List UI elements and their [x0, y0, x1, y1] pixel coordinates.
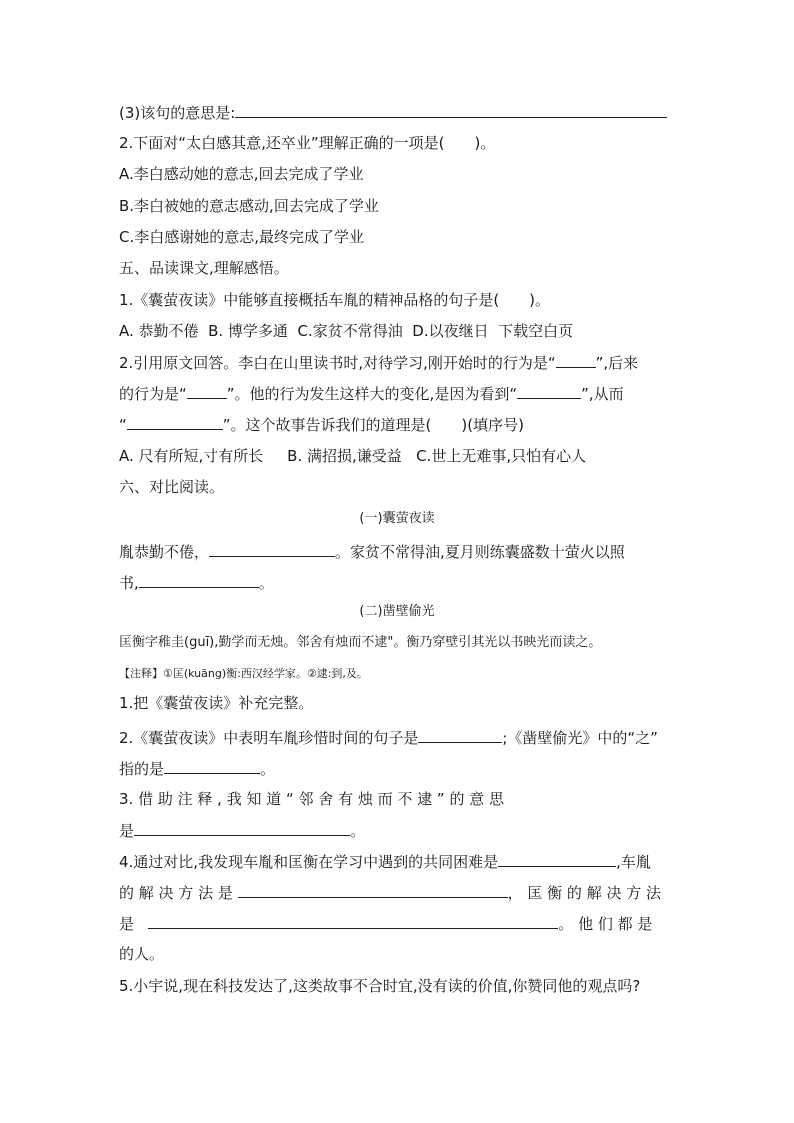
- passage2-text: 匡衡字稚圭(guī),勤学而无烛。邻舍有烛而不逮"。衡乃穿壁引其光以书映光而读之。: [119, 635, 602, 650]
- s6-q2-text-4: 。: [260, 760, 276, 778]
- q2-option-c: C.李白感谢她的意志,最终完成了学业: [119, 228, 365, 246]
- passage1-text-b: 。家贫不常得油,夏月则练囊盛数十萤火以照: [335, 543, 625, 561]
- passage1-text-a: 胤恭勤不倦，: [119, 543, 210, 561]
- answer-blank[interactable]: [238, 882, 508, 898]
- passage1-text-c: 书,: [119, 574, 139, 592]
- q3-meaning-label: (3)该句的意思是:: [119, 104, 236, 122]
- passage1-text-d: 。: [258, 574, 274, 592]
- s5-q2-line2: [119, 383, 624, 404]
- q2-option-b: B.李白被她的意志感动,回去完成了学业: [119, 197, 379, 215]
- s5-q2-text-1: 2.引用原文回答。李白在山里读书时,对待学习,刚开始时的行为是“: [119, 354, 556, 372]
- answer-blank[interactable]: [418, 727, 502, 743]
- answer-blank[interactable]: [517, 383, 581, 399]
- option-a: A. 尺有所短,寸有所长: [119, 447, 264, 465]
- s6-q4-line4: 的人。: [119, 945, 165, 963]
- s6-q4-text-3: 的 解 决 方 法 是: [119, 884, 233, 902]
- s6-q2-line2: [119, 758, 275, 779]
- option-a: A. 恭勤不倦: [119, 322, 199, 340]
- s5-q2-options: [119, 446, 586, 466]
- s6-q2-text-3: 指的是: [119, 760, 165, 778]
- q2-stem: 2.下面对“太白感其意,还卒业”理解正确的一项是( )。: [119, 134, 496, 152]
- option-c: C.世上无难事,只怕有心人: [416, 447, 587, 465]
- passage1-title: (一)囊萤夜读: [359, 511, 435, 526]
- s5-q2-text-3: 的行为是“: [119, 385, 187, 403]
- answer-blank[interactable]: [134, 820, 350, 836]
- s6-q3-line1: 3. 借 助 注 释 , 我 知 道 “ 邻 舍 有 烛 而 不 逮 ” 的 意 思: [119, 790, 504, 808]
- s5-q2-text-5: ”,从而: [581, 385, 624, 403]
- s6-q3-line2: [119, 820, 365, 841]
- s5-q2-text-2: ”,后来: [595, 354, 639, 372]
- s6-q2-text-1: 2.《囊萤夜读》中表明车胤珍惜时间的句子是: [119, 729, 419, 747]
- s5-q2-text-7: ”。这个故事告诉我们的道理是( )(填序号): [222, 416, 524, 434]
- option-b: B. 博学多通: [208, 322, 288, 340]
- s6-q5: 5.小宇说,现在科技发达了,这类故事不合时宜,没有读的价值,你赞同他的观点吗?: [119, 977, 641, 995]
- s5-q2-text-6: “: [119, 416, 127, 434]
- option-c: C.家贫不常得油: [297, 322, 403, 340]
- passage1-line2: [119, 572, 274, 593]
- download-blank-page-text: 下载空白页: [498, 322, 574, 340]
- s5-q1-stem: 1.《囊萤夜读》中能够直接概括车胤的精神品格的句子是( )。: [119, 291, 551, 309]
- passage1-line1: [119, 541, 625, 562]
- s6-q4-text-2: ,车胤: [616, 853, 651, 871]
- s6-q4-line3: [119, 913, 652, 934]
- s5-q2-line3: [119, 414, 524, 435]
- answer-blank[interactable]: [556, 352, 596, 368]
- answer-blank[interactable]: [148, 913, 558, 929]
- s6-q1: 1.把《囊萤夜读》补充完整。: [119, 694, 314, 712]
- s6-q4-line1: [119, 851, 651, 872]
- q3-meaning-line: [119, 102, 667, 123]
- answer-blank[interactable]: [164, 758, 260, 774]
- option-b: B. 满招损,谦受益: [287, 447, 402, 465]
- s6-q2-line1: [119, 727, 658, 748]
- s5-q1-options: [119, 321, 573, 341]
- answer-blank[interactable]: [235, 102, 667, 118]
- q2-option-a: A.李白感动她的意志,回去完成了学业: [119, 165, 364, 183]
- section5-title: 五、品读课文,理解感悟。: [119, 259, 289, 277]
- passage2-title: (二)凿壁偷光: [359, 604, 435, 619]
- section6-title: 六、对比阅读。: [119, 478, 225, 496]
- s6-q4-line2: [119, 882, 661, 903]
- answer-blank[interactable]: [209, 541, 335, 557]
- s6-q4-text-1: 4.通过对比,我发现车胤和匡衡在学习中遇到的共同困难是: [119, 853, 499, 871]
- answer-blank[interactable]: [498, 851, 616, 867]
- s6-q4-text-5: 是: [119, 915, 135, 933]
- s5-q2-text-4: ”。他的行为发生这样大的变化,是因为看到“: [226, 385, 518, 403]
- s5-q2-line1: [119, 352, 638, 373]
- answer-blank[interactable]: [187, 383, 227, 399]
- answer-blank[interactable]: [139, 572, 259, 588]
- answer-blank[interactable]: [127, 414, 223, 430]
- passage2-note: 【注释】①匡(kuāng)衡:西汉经学家。②逮:到,及。: [119, 667, 368, 680]
- s6-q4-text-4: ， 匡 衡 的 解 决 方 法: [507, 884, 662, 902]
- s6-q3-text-2: 是: [119, 822, 135, 840]
- s6-q3-text-3: 。: [350, 822, 366, 840]
- s6-q2-text-2: ;《凿壁偷光》中的“之”: [502, 729, 658, 747]
- s6-q4-text-6: 。 他 们 都 是: [558, 915, 653, 933]
- option-d: D.以夜继日: [412, 322, 489, 340]
